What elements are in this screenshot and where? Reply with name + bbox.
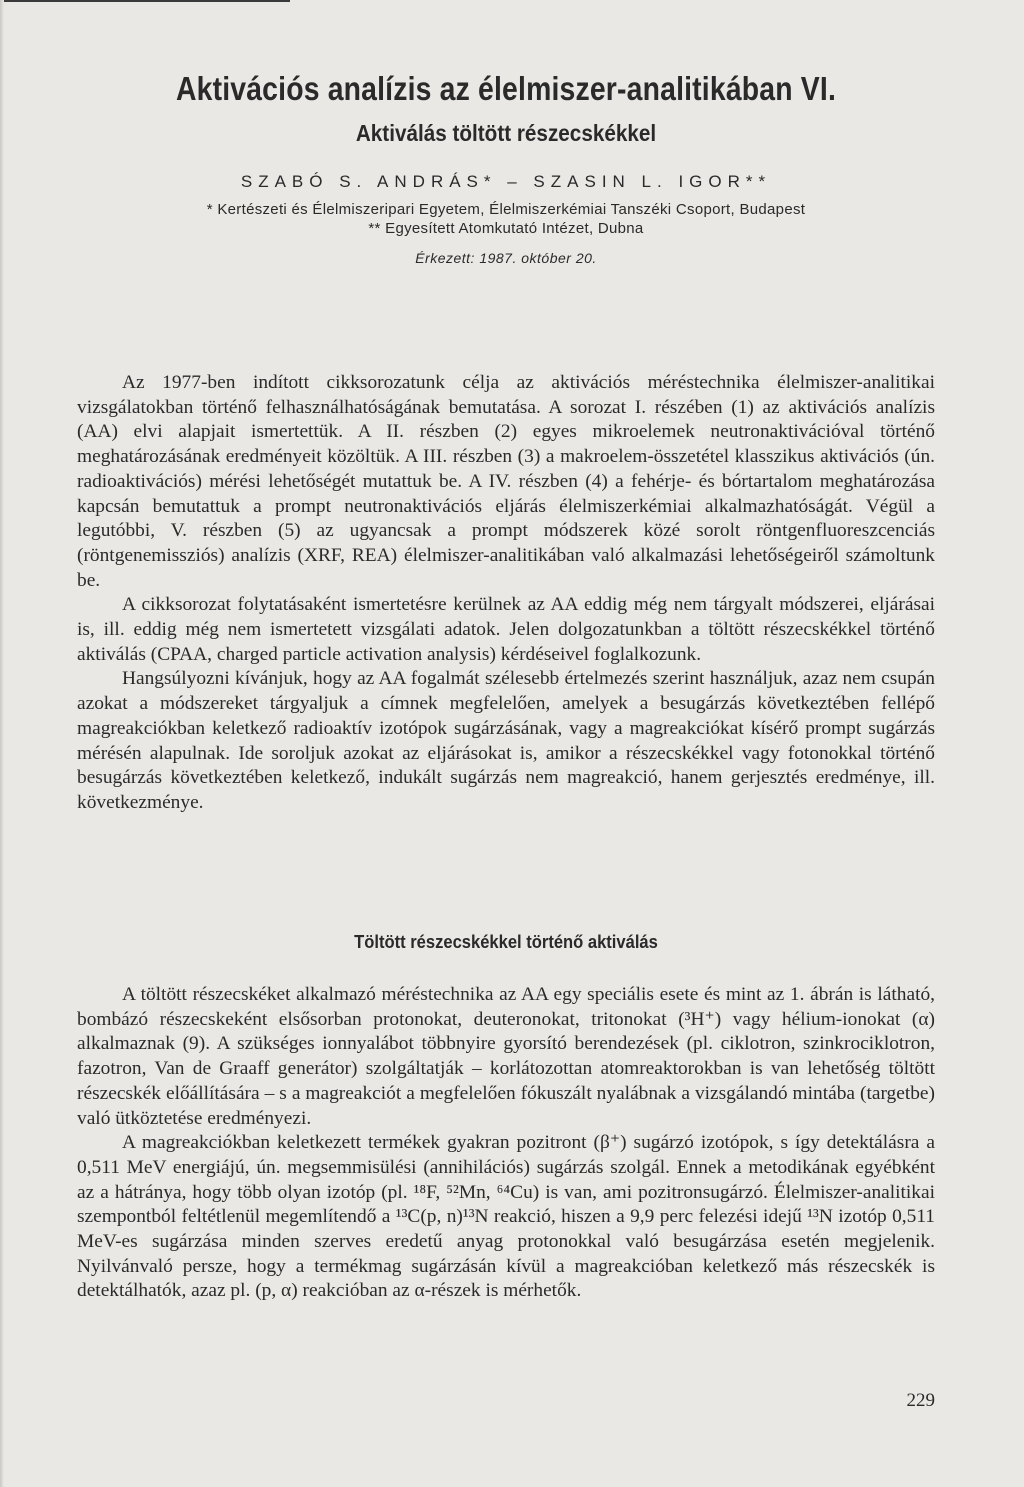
article-subtitle: Aktiválás töltött részecskékkel: [355, 120, 657, 146]
intro-section: [77, 371, 935, 816]
article-authors: SZABÓ S. ANDRÁS* – SZASIN L. IGOR**: [240, 172, 772, 191]
section-heading: Töltött részecskékkel történő aktiválás: [354, 932, 658, 952]
intro-paragraph-2: A cikksorozat folytatásaként ismertetésre kerülnek az AA eddig még nem tárgyalt módszerei, eljárásai is, ill. eddig még nem ismertetett vizsgálati adatok. Jelen dolgozatunkban a töltött részecskékkel történő aktiválás (CPAA, charged particle activation analysis) kérdéseivel foglalkozunk.: [77, 594, 935, 665]
page-number: 229: [906, 1390, 935, 1411]
journal-page: [77, 0, 935, 1487]
article-title: Aktivációs analízis az élelmiszer-analitikában VI.: [175, 70, 837, 107]
section-paragraph-2: A magreakciókban keletkezett termékek gyakran pozitront (β⁺) sugárzó izotópok, s így detektálásra a 0,511 MeV energiájú, ún. megsemmisülési (annihilációs) sugárzás szolgál. Ennek a metodikának egyébként az a hátránya, hogy több olyan izotóp (pl. ¹⁸F, ⁵²Mn, ⁶⁴Cu) is van, ami pozitronsugárzó. Élelmiszer-analitikai szempontból feltétlenül megemlítendő a ¹³C(p, n)¹³N reakció, hiszen a 9,9 perc felezési idejű ¹³N izotóp 0,511 MeV-es sugárzása minden szerves eredetű anyag protonokkal való besugárzása esetén megjelenik. Nyilvánvaló persze, hogy a termékmag sugárzásán kívül a magreakcióban keletkező más részecskék is detektálhatók, azaz pl. (p, α) reakcióban az α-részek is mérhetők.: [77, 1132, 935, 1302]
page-edge-shadow: [0, 0, 4, 1487]
section-body: [77, 983, 935, 1304]
intro-paragraph-1: Az 1977-ben indított cikksorozatunk célja az aktivációs méréstechnika élelmiszer-analitikai vizsgálatokban történő felhasználhatóságának bemutatása. A sorozat I. részében (1) az aktivációs analízis (AA) elvi alapjait ismertettük. A II. részben (2) egyes mikroelemek neutronaktivációval történő meghatározásának eredményeit közöltük. A III. részben (3) a makroelem-összetétel klasszikus aktivációs (ún. radioaktivációs) mérési lehetőségét mutattuk be. A IV. részben (4) a fehérje- és bórtartalom meghatározása kapcsán bemutattuk a prompt neutronaktivációs eljárás élelmiszerkémiai alkalmazhatóságát. Végül a legutóbbi, V. részben (5) az ugyancsak a prompt módszerek közé sorolt röntgenfluoreszcenciás (röntgenemissziós) analízis (XRF, REA) élelmiszer-analitikában való alkalmazási lehetőségeiről számoltunk be.: [77, 372, 935, 591]
received-date: Érkezett: 1987. október 20.: [415, 250, 597, 266]
intro-paragraph-3: Hangsúlyozni kívánjuk, hogy az AA fogalmát szélesebb értelmezés szerint használjuk, azaz nem csupán azokat a módszereket tárgyaljuk a címnek megfelelően, amelyek a besugárzás következtében fellépő magreakciókban keletkező radioaktív izotópok sugárzásának, vagy a magreakciókat kísérő prompt sugárzás mérésén alapulnak. Ide soroljuk azokat az eljárásokat is, amikor a részecskékkel vagy fotonokkal történő besugárzás következtében keletkező, indukált sugárzás nem magreakció, hanem gerjesztés eredménye, ill. következménye.: [77, 668, 935, 813]
section-paragraph-1: A töltött részecskéket alkalmazó méréstechnika az AA egy speciális esete és mint az 1. ábrán is látható, bombázó részecskeként elsősorban protonokat, deuteronokat, tritonokat (³H⁺) vagy hélium-ionokat (α) alkalmaznak (9). A szükséges ionnyalábot többnyire gyorsító berendezések (pl. ciklotron, szinkrociklotron, fazotron, Van de Graaff generátor) szolgáltatják – korlátozottan atomreaktorokban is van lehetőség töltött részecskék előállítására – s a magreakciót a megfelelően fókuszált nyalábnak a vizsgálandó mintába (targetbe) való ütköztetése eredményezi.: [77, 984, 935, 1129]
affiliation-1: * Kertészeti és Élelmiszeripari Egyetem, Élelmiszerkémiai Tanszéki Csoport, Budapest: [206, 201, 806, 218]
affiliation-2: ** Egyesített Atomkutató Intézet, Dubna: [368, 220, 644, 237]
